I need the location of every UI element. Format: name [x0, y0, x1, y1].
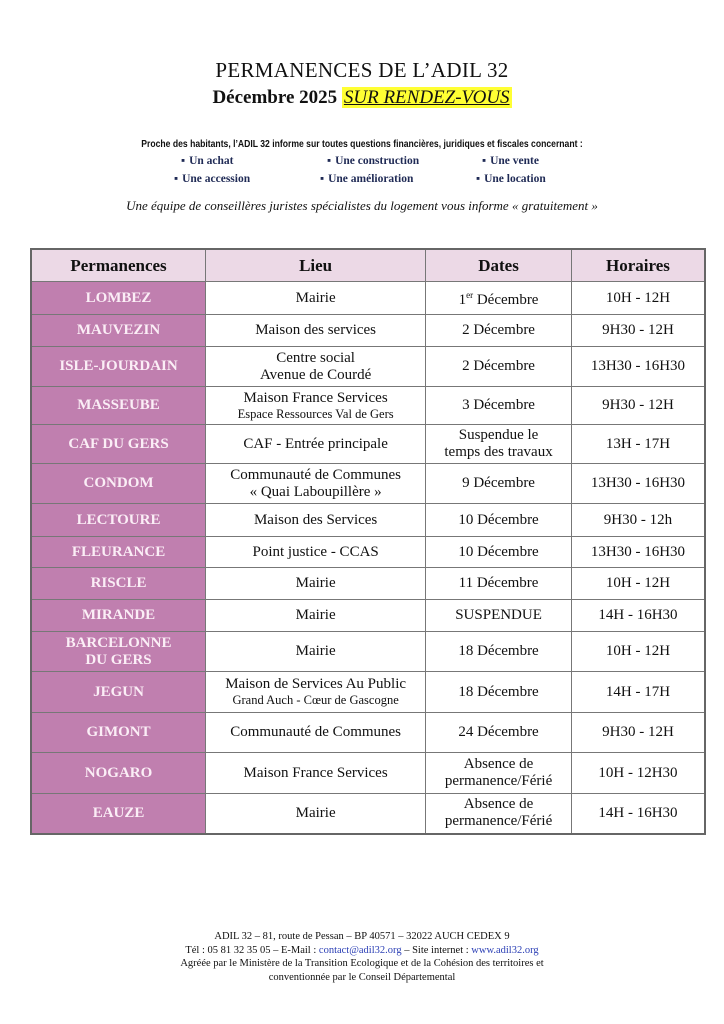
place-cell	[206, 347, 426, 387]
page-title: PERMANENCES DE L’ADIL 32	[215, 58, 509, 82]
place-cell	[206, 504, 426, 537]
city-cell	[31, 387, 206, 425]
hours-text: 14H - 17H	[605, 683, 671, 700]
place-name: CAF - Entrée principale	[243, 435, 388, 452]
table-row	[31, 464, 705, 504]
date-text: 10 Décembre	[458, 543, 539, 560]
hours-text: 13H - 17H	[605, 435, 671, 452]
date-cell	[426, 387, 572, 425]
place-name: Communauté de Communes	[230, 724, 402, 740]
date-text-line2: temps des travaux	[444, 444, 553, 460]
place-name: Mairie	[295, 575, 336, 591]
place-detail: Avenue de Courdé	[259, 366, 372, 383]
date-day: 1	[458, 292, 467, 308]
team-statement: Une équipe de conseillères juristes spécialistes du logement vous informe « gratuitement »	[126, 198, 598, 213]
hours-cell	[571, 347, 705, 387]
place-cell	[206, 425, 426, 464]
hours-text: 13H30 - 16H30	[590, 475, 686, 491]
city-cell	[31, 632, 206, 672]
footer-approval-2: conventionnée par le Conseil Départemental	[268, 971, 456, 983]
table-row	[31, 600, 705, 632]
city-name: LECTOURE	[76, 511, 161, 528]
date-cell	[426, 282, 572, 315]
city-name: BARCELONNE	[65, 634, 172, 651]
intro-text: Proche des habitants, l’ADIL 32 informe sur toutes questions financières, juridiques et fiscales concernant :	[141, 138, 583, 150]
date-text: SUSPENDUE	[455, 607, 542, 623]
place-cell	[206, 794, 426, 834]
place-name: Mairie	[295, 643, 336, 659]
place-name: Mairie	[295, 804, 336, 821]
website-link[interactable]: www.adil32.org	[471, 944, 539, 956]
place-name: Communauté de Communes	[230, 466, 402, 483]
city-cell	[31, 347, 206, 387]
footer-tel: Tél : 05 81 32 35 05 – E-Mail :	[185, 944, 319, 956]
hours-cell	[571, 672, 705, 713]
city-name: FLEURANCE	[71, 543, 166, 560]
hours-text: 9H30 - 12H	[602, 724, 674, 740]
place-name: Maison des services	[255, 322, 377, 338]
date-cell	[426, 794, 572, 834]
hours-cell	[571, 537, 705, 568]
city-cell	[31, 672, 206, 713]
table-row	[31, 282, 705, 315]
date-cell	[426, 537, 572, 568]
date-cell	[426, 672, 572, 713]
date-text: 9 Décembre	[462, 475, 535, 491]
date-cell	[426, 568, 572, 600]
city-name: ISLE-JOURDAIN	[59, 358, 178, 374]
footer-site-label: – Site internet :	[401, 944, 472, 956]
date-text-line2: permanence/Férié	[444, 813, 553, 830]
date-cell	[426, 504, 572, 537]
hours-text: 13H30 - 16H30	[590, 543, 686, 560]
topic-item: ▪ Une amélioration	[320, 173, 413, 185]
hours-cell	[571, 282, 705, 315]
city-name: JEGUN	[93, 683, 144, 700]
place-name: Maison France Services	[243, 764, 388, 781]
table-row	[31, 504, 705, 537]
place-detail: « Quai Laboupillère »	[249, 483, 382, 500]
city-cell	[31, 600, 206, 632]
place-name: Maison de Services Au Public	[225, 676, 407, 692]
schedule-table	[30, 248, 706, 835]
place-detail: Espace Ressources Val de Gers	[237, 406, 394, 421]
city-name-line2: DU GERS	[85, 651, 152, 668]
month-label: Décembre 2025	[212, 87, 338, 108]
topic-item: ▪ Une location	[476, 173, 546, 185]
city-cell	[31, 282, 206, 315]
city-name: MASSEUBE	[77, 397, 160, 413]
city-name: EAUZE	[92, 804, 145, 821]
hours-text: 9H30 - 12H	[602, 397, 674, 413]
hours-cell	[571, 568, 705, 600]
place-cell	[206, 600, 426, 632]
city-cell	[31, 537, 206, 568]
place-cell	[206, 387, 426, 425]
city-cell	[31, 713, 206, 753]
place-name: Maison France Services	[243, 389, 388, 406]
table-row	[31, 632, 705, 672]
hours-cell	[571, 794, 705, 834]
footer-address: ADIL 32 – 81, route de Pessan – BP 40571 – 32022 AUCH CEDEX 9	[214, 931, 510, 942]
topic-item: ▪ Un achat	[181, 155, 233, 167]
hours-text: 14H - 16H30	[598, 804, 678, 821]
place-cell	[206, 537, 426, 568]
city-name: CAF DU GERS	[68, 435, 169, 452]
page-subtitle	[0, 87, 724, 109]
footer-approval-1: Agréée par le Ministère de la Transition Ecologique et de la Cohésion des territoires et	[180, 958, 544, 969]
header-lieu: Lieu	[206, 249, 426, 282]
date-month: Décembre	[473, 292, 539, 308]
date-cell	[426, 713, 572, 753]
date-text	[426, 287, 571, 309]
place-name: Point justice - CCAS	[252, 543, 379, 560]
date-cell	[426, 632, 572, 672]
date-text: 10 Décembre	[458, 511, 539, 528]
table-row	[31, 537, 705, 568]
hours-cell	[571, 600, 705, 632]
place-name: Mairie	[295, 607, 336, 623]
hours-cell	[571, 753, 705, 794]
city-cell	[31, 794, 206, 834]
date-text: 2 Décembre	[462, 322, 535, 338]
hours-cell	[571, 632, 705, 672]
hours-cell	[571, 425, 705, 464]
date-cell	[426, 753, 572, 794]
place-cell	[206, 672, 426, 713]
hours-cell	[571, 713, 705, 753]
table-row	[31, 568, 705, 600]
hours-text: 9H30 - 12H	[602, 322, 674, 338]
footer-contact	[0, 944, 724, 958]
table-row	[31, 387, 705, 425]
date-text: 18 Décembre	[458, 683, 539, 700]
place-cell	[206, 568, 426, 600]
hours-cell	[571, 315, 705, 347]
city-name: GIMONT	[86, 724, 151, 740]
city-name: LOMBEZ	[85, 289, 152, 306]
table-row	[31, 347, 705, 387]
date-ordinal: er	[466, 290, 474, 300]
hours-text: 10H - 12H	[605, 289, 671, 306]
hours-text: 13H30 - 16H30	[590, 358, 686, 374]
table-row	[31, 315, 705, 347]
city-name: RISCLE	[90, 575, 147, 591]
place-cell	[206, 315, 426, 347]
date-text: Absence de	[463, 796, 534, 813]
city-cell	[31, 315, 206, 347]
city-cell	[31, 568, 206, 600]
email-link[interactable]: contact@adil32.org	[318, 944, 402, 956]
hours-text: 10H - 12H	[605, 643, 671, 659]
header-permanences: Permanences	[31, 249, 206, 282]
city-name: NOGARO	[84, 764, 153, 781]
hours-text: 10H - 12H30	[598, 764, 678, 781]
topic-item: ▪ Une construction	[327, 155, 419, 167]
date-cell	[426, 464, 572, 504]
table-header-row	[31, 249, 705, 282]
place-cell	[206, 464, 426, 504]
date-text: 2 Décembre	[462, 358, 535, 374]
date-text: 18 Décembre	[458, 643, 539, 659]
date-text-line2: permanence/Férié	[444, 773, 553, 789]
hours-text: 14H - 16H30	[598, 607, 678, 623]
hours-cell	[571, 504, 705, 537]
city-name: CONDOM	[83, 475, 154, 491]
topic-item: ▪ Une accession	[174, 173, 250, 185]
date-text: Absence de	[463, 756, 534, 772]
city-cell	[31, 753, 206, 794]
header-horaires: Horaires	[571, 249, 705, 282]
hours-text: 10H - 12H	[605, 575, 671, 591]
footer	[0, 930, 724, 984]
place-name: Mairie	[295, 289, 336, 306]
place-cell	[206, 632, 426, 672]
place-name: Centre social	[276, 349, 355, 366]
date-cell	[426, 425, 572, 464]
date-cell	[426, 315, 572, 347]
table-row	[31, 794, 705, 834]
table-row	[31, 753, 705, 794]
place-cell	[206, 753, 426, 794]
table-row	[31, 713, 705, 753]
table-row	[31, 672, 705, 713]
date-text: Suspendue le	[458, 427, 539, 443]
appointment-highlight: SUR RENDEZ-VOUS	[343, 87, 510, 108]
table-row	[31, 425, 705, 464]
place-cell	[206, 713, 426, 753]
date-cell	[426, 347, 572, 387]
header-dates: Dates	[426, 249, 572, 282]
hours-text: 9H30 - 12h	[603, 511, 673, 528]
city-cell	[31, 425, 206, 464]
date-text: 11 Décembre	[458, 575, 539, 591]
city-name: MIRANDE	[81, 607, 156, 623]
hours-cell	[571, 387, 705, 425]
city-cell	[31, 504, 206, 537]
date-cell	[426, 600, 572, 632]
date-text: 3 Décembre	[462, 397, 535, 413]
hours-cell	[571, 464, 705, 504]
city-cell	[31, 464, 206, 504]
place-detail: Grand Auch - Cœur de Gascogne	[232, 693, 399, 707]
city-name: MAUVEZIN	[76, 322, 161, 338]
place-cell	[206, 282, 426, 315]
topic-item: ▪ Une vente	[482, 155, 539, 167]
date-text: 24 Décembre	[458, 724, 539, 740]
place-name: Maison des Services	[253, 511, 378, 528]
